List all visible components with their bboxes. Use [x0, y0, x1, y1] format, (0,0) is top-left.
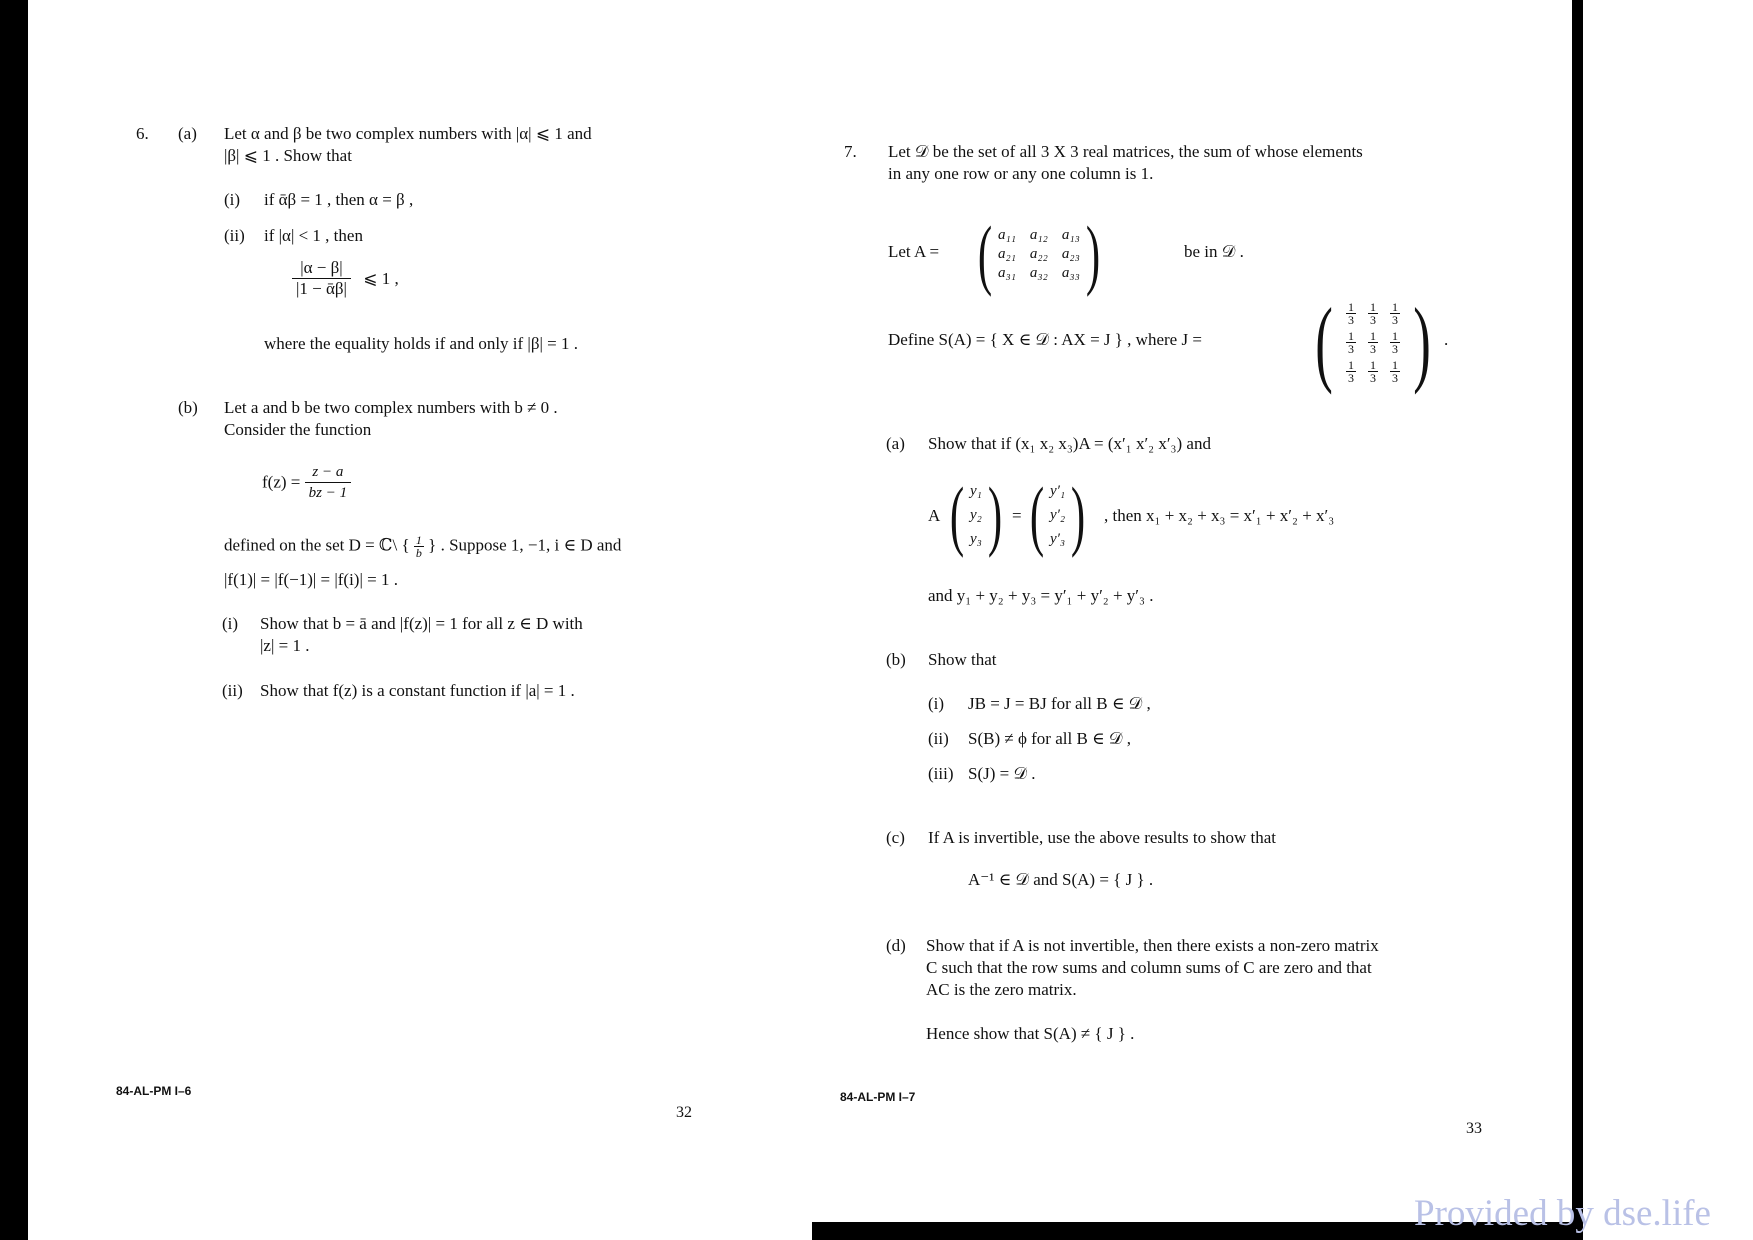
right-page — [806, 0, 1572, 1222]
j-entry-numerator: 1 — [1391, 299, 1398, 314]
y-vector-entries — [970, 479, 982, 551]
q7d-line1: Show that if A is not invertible, then there exists a non-zero matrix — [926, 936, 1379, 955]
j-entry-denominator: 3 — [1347, 312, 1354, 327]
matrix-j-entry — [1390, 330, 1400, 355]
q7a-line1: Show that if (x₁ x₂ x₃)A = (x′₁ x′₂ x′₃) and — [928, 434, 1211, 453]
j-entry-numerator: 1 — [1369, 299, 1376, 314]
f-numerator: z − a — [305, 462, 351, 483]
matrix-a-entry: a₁₃ — [1061, 226, 1080, 243]
q6b-label: (b) — [178, 398, 198, 417]
left-paren: ( — [977, 210, 993, 297]
defined-frac-den: b — [415, 546, 422, 560]
q6b-ii-label: (ii) — [222, 681, 243, 700]
j-entry-numerator: 1 — [1347, 328, 1354, 343]
matrix-a-entry: a₃₂ — [1029, 264, 1048, 281]
footer-code-right: 84-AL-PM I–7 — [840, 1090, 916, 1104]
q7b-i-text: JB = J = BJ for all B ∈ 𝒟 , — [968, 694, 1151, 713]
domain-definition — [224, 534, 621, 559]
matrix-j-entry — [1346, 359, 1356, 384]
q6b-ii-text: Show that f(z) is a constant function if |a| = 1 . — [260, 681, 575, 700]
ineq-denominator: |1 − ᾱβ| — [296, 279, 347, 298]
q7c-result: A⁻¹ ∈ 𝒟 and S(A) = { J } . — [968, 870, 1154, 889]
be-in-d: be in 𝒟 . — [1184, 242, 1244, 261]
matrix-j-entry — [1368, 359, 1378, 384]
q7d-line2: C such that the row sums and column sums of C are zero and that — [926, 958, 1372, 977]
j-entry-denominator: 3 — [1347, 341, 1354, 356]
matrix-j-entries — [1340, 301, 1406, 384]
right-paren: ) — [1070, 471, 1086, 558]
vector-entry: y₂ — [969, 507, 982, 523]
matrix-a — [972, 210, 1106, 297]
q7b-i-label: (i) — [928, 694, 945, 713]
inequality — [292, 258, 399, 299]
j-entry-numerator: 1 — [1369, 357, 1376, 372]
vector-equals: = — [1012, 506, 1022, 525]
define-dot: . — [1444, 330, 1449, 349]
q6b-line1: Let a and b be two complex numbers with b ≠ 0 . — [224, 398, 558, 417]
q6b-i-line2: |z| = 1 . — [260, 636, 310, 655]
define-s: Define S(A) = { X ∈ 𝒟 : AX = J } , where J = — [888, 330, 1202, 349]
q7-line2: in any one row or any one column is 1. — [888, 164, 1154, 183]
matrix-a-entry: a₂₂ — [1029, 245, 1048, 262]
vector-entry: y′₃ — [1049, 531, 1066, 547]
q6b-i-label: (i) — [222, 614, 239, 633]
defined-frac-num: 1 — [415, 533, 422, 547]
q7d-label: (d) — [886, 936, 906, 955]
j-entry-numerator: 1 — [1369, 328, 1376, 343]
matrix-j-entry — [1346, 301, 1356, 326]
j-entry-denominator: 3 — [1369, 341, 1376, 356]
q6b-i-line1: Show that b = ā and |f(z)| = 1 for all z ∈ D with — [260, 614, 583, 633]
footer-code-left: 84-AL-PM I–6 — [116, 1084, 192, 1098]
q7b-iii-label: (iii) — [928, 764, 954, 783]
j-entry-denominator: 3 — [1391, 370, 1398, 385]
right-paren: ) — [987, 471, 1002, 558]
q7a-label: (a) — [886, 434, 905, 453]
vector-entry: y₃ — [969, 531, 982, 547]
j-entry-denominator: 3 — [1369, 370, 1376, 385]
page-number-left: 32 — [676, 1104, 692, 1121]
f-denominator: bz − 1 — [308, 485, 348, 501]
j-entry-denominator: 3 — [1369, 312, 1376, 327]
y-prime-vector — [1024, 471, 1091, 558]
j-entry-numerator: 1 — [1391, 357, 1398, 372]
left-paren: ( — [1029, 471, 1045, 558]
a-matrix-prefix: A — [928, 506, 941, 525]
y-vector — [944, 471, 1008, 558]
y-prime-vector-entries — [1050, 479, 1065, 551]
matrix-a-entry: a₃₃ — [1061, 264, 1080, 281]
right-paren: ) — [1085, 210, 1100, 297]
q7b-iii-text: S(J) = 𝒟 . — [968, 764, 1036, 783]
q6a-line2: |β| ⩽ 1 . Show that — [224, 146, 352, 165]
j-entry-denominator: 3 — [1391, 312, 1398, 327]
page-number-right: 33 — [1466, 1120, 1482, 1137]
defined-pre: defined on the set D = ℂ\ { — [224, 535, 410, 555]
vector-entry: y′₂ — [1049, 507, 1066, 523]
matrix-a-entry: a₁₂ — [1029, 226, 1048, 243]
q7a-line3: and y₁ + y₂ + y₃ = y′₁ + y′₂ + y′₃ . — [928, 586, 1154, 605]
vector-entry: y₁ — [969, 483, 982, 499]
matrix-a-entry: a₃₁ — [997, 264, 1016, 281]
matrix-a-entries — [998, 227, 1080, 282]
matrix-a-entry: a₂₁ — [997, 245, 1016, 262]
q6b-line2: Consider the function — [224, 420, 372, 439]
function-definition — [262, 462, 351, 503]
q7c-text: If A is invertible, use the above results to show that — [928, 828, 1276, 847]
f-lhs: f(z) = — [262, 472, 301, 492]
vector-entry: y′₁ — [1049, 483, 1066, 499]
j-entry-numerator: 1 — [1391, 328, 1398, 343]
right-paren: ) — [1413, 288, 1431, 395]
matrix-j-entry — [1368, 330, 1378, 355]
q6a-ii-label: (ii) — [224, 226, 245, 245]
q7-line1: Let 𝒟 be the set of all 3 X 3 real matrices, the sum of whose elements — [888, 142, 1363, 161]
next-page-edge — [1583, 0, 1753, 1240]
matrix-j-entry — [1390, 359, 1400, 384]
j-entry-denominator: 3 — [1347, 370, 1354, 385]
q6a-i-label: (i) — [224, 190, 241, 209]
q6-number: 6. — [136, 124, 149, 143]
q7b-ii-text: S(B) ≠ ϕ for all B ∈ 𝒟 , — [968, 729, 1131, 748]
q6a-ii-text: if |α| < 1 , then — [264, 226, 363, 245]
left-page — [28, 0, 812, 1240]
matrix-j-entry — [1390, 301, 1400, 326]
defined-post: } . Suppose 1, −1, i ∈ D and — [428, 535, 622, 555]
equality-condition: where the equality holds if and only if |β| = 1 . — [264, 334, 578, 353]
left-paren: ( — [1315, 288, 1333, 395]
q6a-label: (a) — [178, 124, 197, 143]
q6a-line1: Let α and β be two complex numbers with |α| ⩽ 1 and — [224, 124, 592, 143]
matrix-j-entry — [1346, 330, 1356, 355]
matrix-a-entry: a₁₁ — [997, 226, 1016, 243]
j-entry-denominator: 3 — [1391, 341, 1398, 356]
q7d-hence: Hence show that S(A) ≠ { J } . — [926, 1024, 1135, 1043]
matrix-j-entry — [1368, 301, 1378, 326]
left-paren: ( — [949, 471, 965, 558]
modulus-condition: |f(1)| = |f(−1)| = |f(i)| = 1 . — [224, 570, 398, 589]
q7b-text: Show that — [928, 650, 997, 669]
let-a: Let A = — [888, 242, 940, 261]
ineq-rhs: ⩽ 1 , — [363, 268, 399, 288]
a-then: , then x₁ + x₂ + x₃ = x′₁ + x′₂ + x′₃ — [1104, 506, 1335, 525]
ineq-numerator: |α − β| — [292, 258, 351, 279]
q7d-line3: AC is the zero matrix. — [926, 980, 1077, 999]
watermark: Provided by dse.life — [1414, 1193, 1711, 1234]
j-entry-numerator: 1 — [1347, 357, 1354, 372]
q7c-label: (c) — [886, 828, 905, 847]
j-entry-numerator: 1 — [1347, 299, 1354, 314]
matrix-a-entry: a₂₃ — [1061, 245, 1080, 262]
q7b-label: (b) — [886, 650, 906, 669]
matrix-j — [1308, 288, 1438, 395]
q7b-ii-label: (ii) — [928, 729, 949, 748]
q7-number: 7. — [844, 142, 857, 161]
q6a-i-text: if ᾱβ = 1 , then α = β , — [264, 190, 414, 209]
